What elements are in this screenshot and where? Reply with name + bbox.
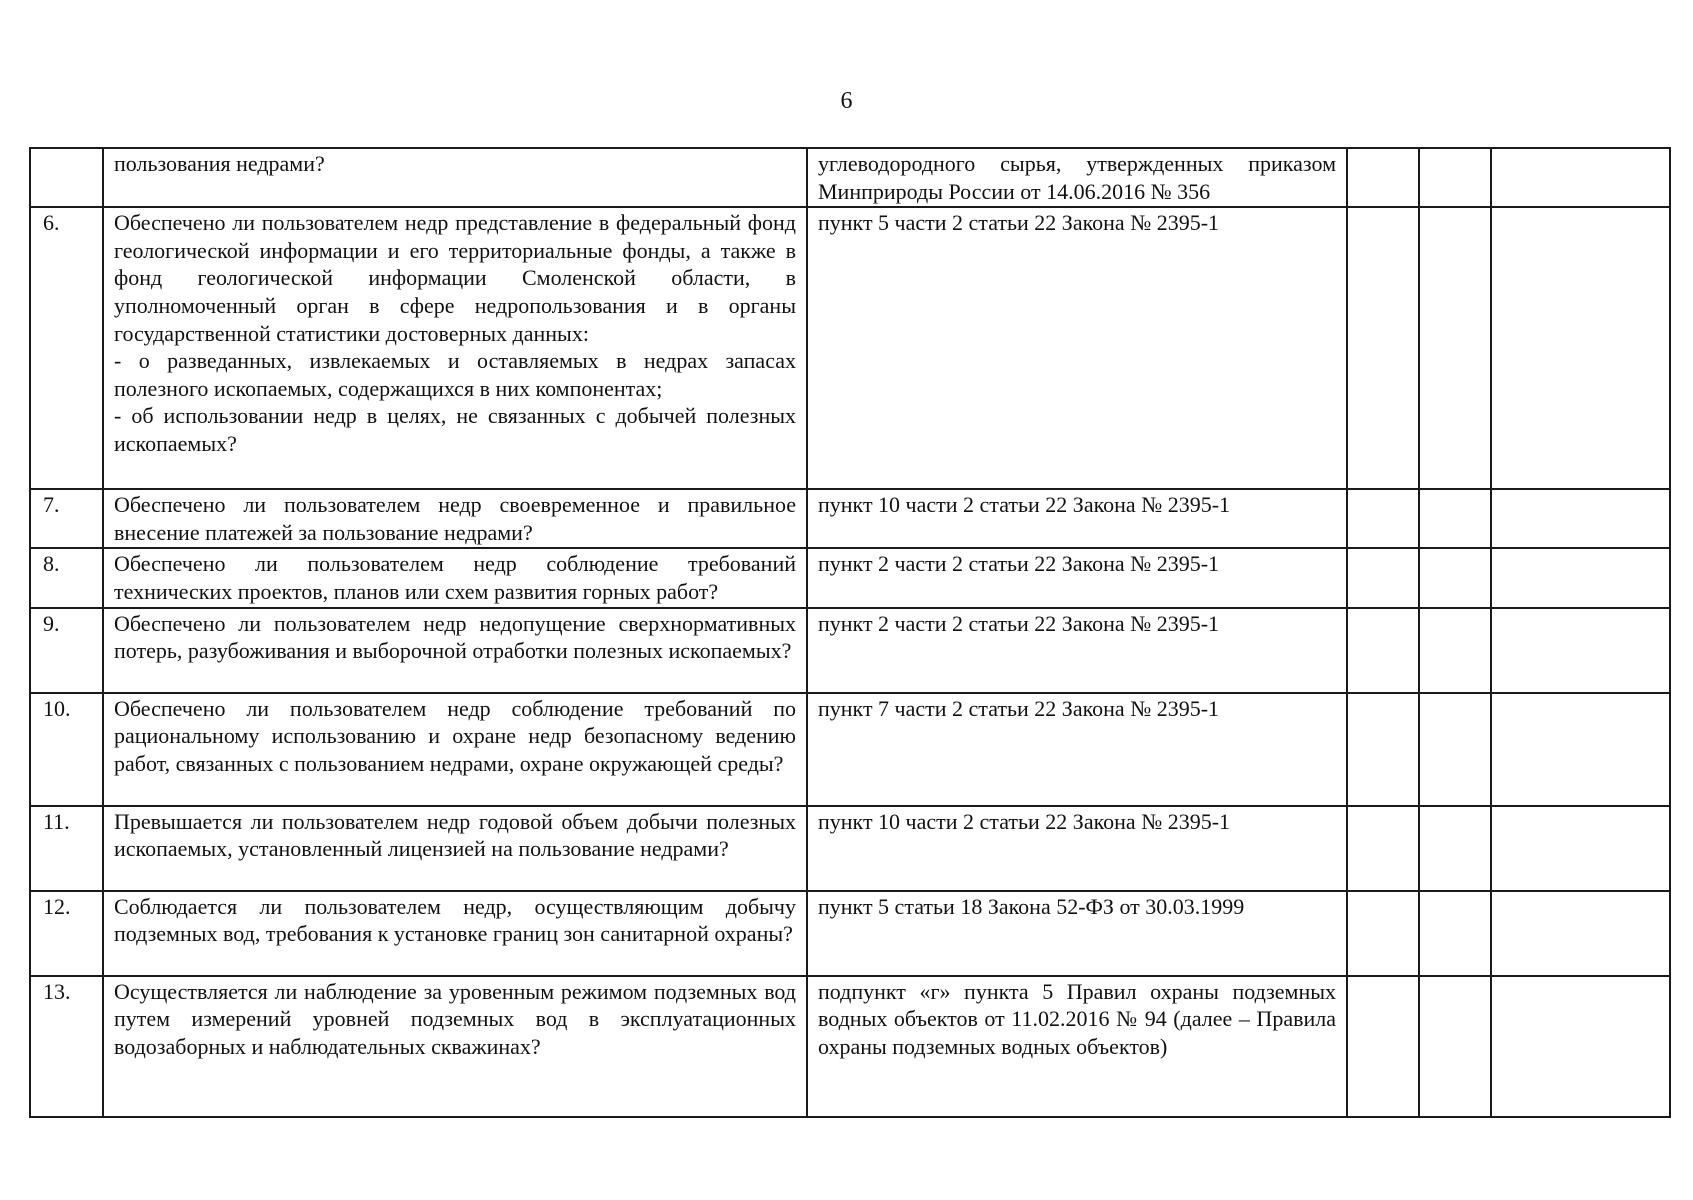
answer-yes-cell: [1347, 976, 1419, 1117]
requirement-question: Обеспечено ли пользователем недр соблюдение требований технических проектов, планов или схем развития горных работ?: [103, 548, 807, 607]
table-row: [30, 806, 1670, 891]
legal-reference: углеводородного сырья, утвержденных приказом Минприроды России от 14.06.2016 № 356: [807, 148, 1347, 207]
row-number: 6.: [30, 207, 103, 489]
legal-reference: пункт 10 части 2 статьи 22 Закона № 2395-1: [807, 806, 1347, 891]
requirement-question: Обеспечено ли пользователем недр представление в федеральный фонд геологической информации и его территориальные фонды, а также в фонд геологической информации Смоленской области, в уполномоченный орган в сфере недропользования и в органы государственной статистики достоверных данных: - о разведанных, извлекаемых и оставляемых в недрах запасах полезного ископаемых, содержащихся в них компонентах; - об использовании недр в целях, не связанных с добычей полезных ископаемых?: [103, 207, 807, 489]
table-row: [30, 489, 1670, 548]
table-row: [30, 608, 1670, 693]
page-number: 6: [840, 88, 853, 114]
note-cell: [1491, 693, 1670, 806]
requirement-question: Обеспечено ли пользователем недр своевременное и правильное внесение платежей за пользование недрами?: [103, 489, 807, 548]
answer-yes-cell: [1347, 548, 1419, 607]
answer-yes-cell: [1347, 608, 1419, 693]
answer-no-cell: [1419, 148, 1491, 207]
checklist-table: [29, 147, 1671, 1118]
note-cell: [1491, 207, 1670, 489]
row-number: [30, 148, 103, 207]
legal-reference: пункт 7 части 2 статьи 22 Закона № 2395-1: [807, 693, 1347, 806]
requirement-question: Превышается ли пользователем недр годовой объем добычи полезных ископаемых, установленный лицензией на пользование недрами?: [103, 806, 807, 891]
answer-no-cell: [1419, 806, 1491, 891]
row-number: 9.: [30, 608, 103, 693]
note-cell: [1491, 148, 1670, 207]
table-row: [30, 548, 1670, 607]
answer-no-cell: [1419, 548, 1491, 607]
legal-reference: пункт 2 части 2 статьи 22 Закона № 2395-1: [807, 548, 1347, 607]
note-cell: [1491, 891, 1670, 976]
row-number: 10.: [30, 693, 103, 806]
legal-reference: пункт 5 статьи 18 Закона 52-ФЗ от 30.03.1999: [807, 891, 1347, 976]
answer-no-cell: [1419, 693, 1491, 806]
legal-reference: пункт 10 части 2 статьи 22 Закона № 2395-1: [807, 489, 1347, 548]
note-cell: [1491, 608, 1670, 693]
legal-reference: пункт 2 части 2 статьи 22 Закона № 2395-1: [807, 608, 1347, 693]
answer-no-cell: [1419, 608, 1491, 693]
requirement-question: Обеспечено ли пользователем недр недопущение сверхнормативных потерь, разубоживания и выборочной отработки полезных ископаемых?: [103, 608, 807, 693]
answer-yes-cell: [1347, 693, 1419, 806]
legal-reference: подпункт «г» пункта 5 Правил охраны подземных водных объектов от 11.02.2016 № 94 (далее – Правила охраны подземных водных объектов): [807, 976, 1347, 1117]
requirement-question: Соблюдается ли пользователем недр, осуществляющим добычу подземных вод, требования к установке границ зон санитарной охраны?: [103, 891, 807, 976]
answer-no-cell: [1419, 489, 1491, 548]
row-number: 12.: [30, 891, 103, 976]
answer-no-cell: [1419, 976, 1491, 1117]
row-number: 13.: [30, 976, 103, 1117]
answer-yes-cell: [1347, 207, 1419, 489]
row-number: 11.: [30, 806, 103, 891]
requirement-question: Обеспечено ли пользователем недр соблюдение требований по рациональному использованию и охране недр безопасному ведению работ, связанных с пользованием недрами, охране окружающей среды?: [103, 693, 807, 806]
note-cell: [1491, 806, 1670, 891]
table-row: [30, 207, 1670, 489]
row-number: 7.: [30, 489, 103, 548]
legal-reference: пункт 5 части 2 статьи 22 Закона № 2395-1: [807, 207, 1347, 489]
note-cell: [1491, 976, 1670, 1117]
answer-no-cell: [1419, 891, 1491, 976]
table-row: [30, 693, 1670, 806]
requirement-question: Осуществляется ли наблюдение за уровенным режимом подземных вод путем измерений уровней подземных вод в эксплуатационных водозаборных и наблюдательных скважинах?: [103, 976, 807, 1117]
answer-yes-cell: [1347, 806, 1419, 891]
answer-no-cell: [1419, 207, 1491, 489]
table-row: [30, 148, 1670, 207]
row-number: 8.: [30, 548, 103, 607]
table-row: [30, 891, 1670, 976]
note-cell: [1491, 489, 1670, 548]
answer-yes-cell: [1347, 489, 1419, 548]
answer-yes-cell: [1347, 891, 1419, 976]
requirement-question: пользования недрами?: [103, 148, 807, 207]
answer-yes-cell: [1347, 148, 1419, 207]
table-row: [30, 976, 1670, 1117]
note-cell: [1491, 548, 1670, 607]
